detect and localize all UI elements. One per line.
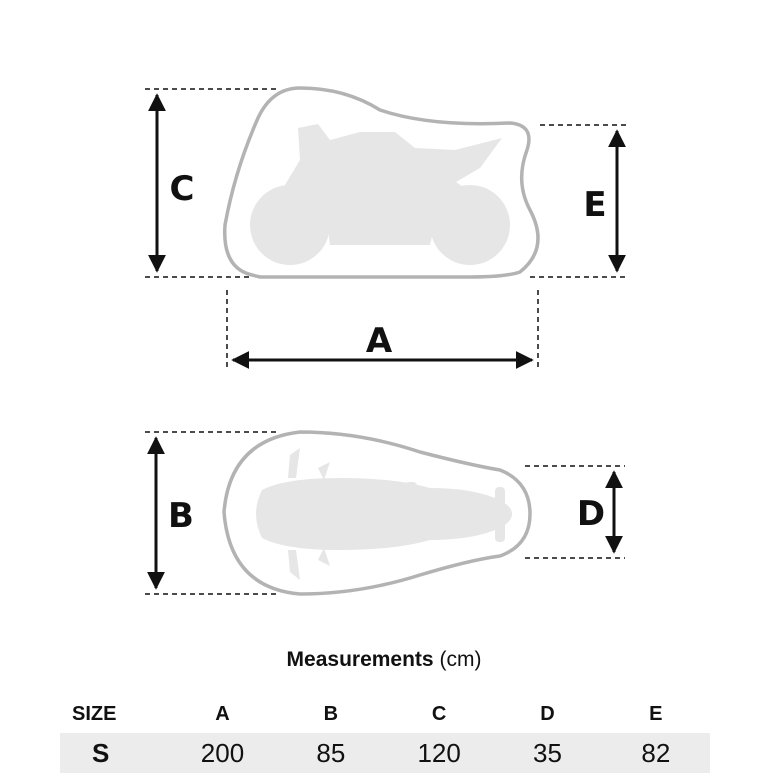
table-row (60, 733, 710, 773)
cell-c: 120 (385, 733, 493, 773)
size-table (60, 695, 710, 773)
header-d: D (540, 702, 555, 725)
cell-size: S (60, 733, 168, 773)
side-view (145, 88, 628, 368)
cell-d: 35 (493, 733, 601, 773)
label-d: D (576, 494, 606, 534)
label-a: A (365, 321, 393, 361)
size-table-header-row (60, 695, 710, 733)
label-c: C (169, 169, 195, 209)
header-c: C (431, 702, 447, 725)
measurements-caption (0, 648, 768, 672)
header-size: SIZE (72, 702, 117, 725)
caption-title: Measurements (286, 648, 434, 671)
caption-unit: (cm) (439, 648, 482, 671)
label-b: B (168, 496, 194, 536)
header-a: A (215, 702, 230, 725)
cell-b: 85 (277, 733, 385, 773)
header-e: E (649, 702, 663, 725)
top-view (145, 432, 625, 594)
cell-e: 82 (602, 733, 710, 773)
motorcycle-side-silhouette (250, 124, 510, 265)
cell-a: 200 (168, 733, 276, 773)
header-b: B (323, 702, 339, 725)
label-e: E (583, 185, 607, 225)
